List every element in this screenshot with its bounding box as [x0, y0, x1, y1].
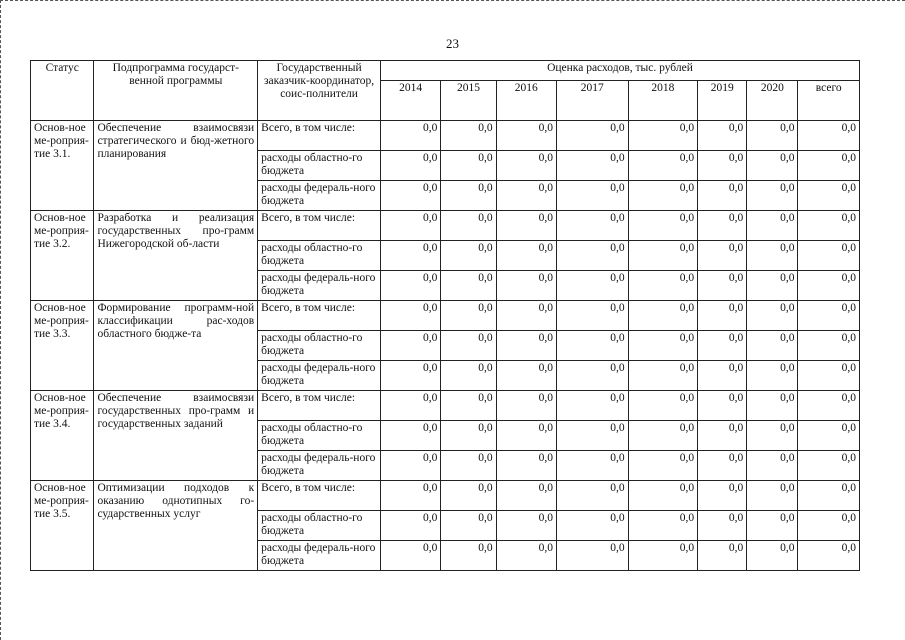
value-cell: 0,0: [698, 391, 747, 421]
funding-source-cell: Всего, в том числе:: [258, 121, 381, 151]
header-year: 2018: [628, 81, 698, 121]
value-cell: 0,0: [441, 541, 496, 571]
header-customer: Государственный заказчик-координатор, соис-полнители: [258, 61, 381, 121]
value-cell: 0,0: [747, 361, 798, 391]
value-cell: 0,0: [441, 481, 496, 511]
header-year: 2017: [556, 81, 628, 121]
status-cell: Основ-ное ме-роприя-тие 3.4.: [31, 391, 94, 481]
header-year: 2020: [747, 81, 798, 121]
funding-source-cell: расходы федераль-ного бюджета: [258, 361, 381, 391]
value-cell: 0,0: [628, 271, 698, 301]
value-cell: 0,0: [798, 331, 860, 361]
status-cell: Основ-ное ме-роприя-тие 3.5.: [31, 481, 94, 571]
table-row: [31, 211, 860, 241]
value-cell: 0,0: [628, 481, 698, 511]
header-year: 2019: [698, 81, 747, 121]
left-dashed-border: [0, 0, 3, 640]
value-cell: 0,0: [747, 511, 798, 541]
value-cell: 0,0: [698, 541, 747, 571]
value-cell: 0,0: [747, 181, 798, 211]
subprogram-cell: Разработка и реализация государственных про-грамм Нижегородской об-ласти: [94, 211, 258, 301]
value-cell: 0,0: [798, 451, 860, 481]
value-cell: 0,0: [628, 331, 698, 361]
value-cell: 0,0: [556, 391, 628, 421]
value-cell: 0,0: [698, 241, 747, 271]
value-cell: 0,0: [441, 301, 496, 331]
value-cell: 0,0: [380, 391, 440, 421]
value-cell: 0,0: [556, 541, 628, 571]
header-status: Статус: [31, 61, 94, 121]
funding-source-cell: Всего, в том числе:: [258, 211, 381, 241]
value-cell: 0,0: [798, 391, 860, 421]
value-cell: 0,0: [628, 181, 698, 211]
value-cell: 0,0: [556, 121, 628, 151]
funding-source-cell: расходы областно-го бюджета: [258, 331, 381, 361]
funding-source-cell: расходы федераль-ного бюджета: [258, 181, 381, 211]
header-year: 2014: [380, 81, 440, 121]
value-cell: 0,0: [556, 181, 628, 211]
value-cell: 0,0: [798, 481, 860, 511]
value-cell: 0,0: [798, 241, 860, 271]
value-cell: 0,0: [747, 331, 798, 361]
top-dashed-border: [0, 0, 905, 3]
status-cell: Основ-ное ме-роприя-тие 3.1.: [31, 121, 94, 211]
value-cell: 0,0: [798, 361, 860, 391]
value-cell: 0,0: [798, 421, 860, 451]
header-year: 2015: [441, 81, 496, 121]
value-cell: 0,0: [556, 331, 628, 361]
header-expenses: Оценка расходов, тыс. рублей: [380, 61, 859, 81]
value-cell: 0,0: [496, 121, 556, 151]
value-cell: 0,0: [798, 511, 860, 541]
value-cell: 0,0: [798, 211, 860, 241]
value-cell: 0,0: [556, 211, 628, 241]
value-cell: 0,0: [698, 451, 747, 481]
value-cell: 0,0: [380, 181, 440, 211]
value-cell: 0,0: [628, 451, 698, 481]
value-cell: 0,0: [441, 391, 496, 421]
funding-source-cell: расходы областно-го бюджета: [258, 511, 381, 541]
value-cell: 0,0: [698, 301, 747, 331]
value-cell: 0,0: [747, 121, 798, 151]
value-cell: 0,0: [628, 211, 698, 241]
value-cell: 0,0: [380, 481, 440, 511]
value-cell: 0,0: [556, 481, 628, 511]
value-cell: 0,0: [747, 391, 798, 421]
value-cell: 0,0: [556, 421, 628, 451]
value-cell: 0,0: [496, 181, 556, 211]
header-subprogram: Подпрограмма государст-венной программы: [94, 61, 258, 121]
value-cell: 0,0: [496, 331, 556, 361]
table-header: [31, 61, 860, 121]
value-cell: 0,0: [441, 331, 496, 361]
funding-source-cell: Всего, в том числе:: [258, 391, 381, 421]
value-cell: 0,0: [496, 151, 556, 181]
funding-source-cell: Всего, в том числе:: [258, 301, 381, 331]
value-cell: 0,0: [496, 391, 556, 421]
value-cell: 0,0: [798, 541, 860, 571]
status-cell: Основ-ное ме-роприя-тие 3.2.: [31, 211, 94, 301]
value-cell: 0,0: [441, 121, 496, 151]
value-cell: 0,0: [747, 241, 798, 271]
header-year: всего: [798, 81, 860, 121]
value-cell: 0,0: [556, 301, 628, 331]
value-cell: 0,0: [380, 361, 440, 391]
funding-source-cell: расходы федераль-ного бюджета: [258, 451, 381, 481]
value-cell: 0,0: [556, 511, 628, 541]
value-cell: 0,0: [698, 511, 747, 541]
value-cell: 0,0: [441, 181, 496, 211]
value-cell: 0,0: [698, 181, 747, 211]
value-cell: 0,0: [698, 331, 747, 361]
value-cell: 0,0: [380, 301, 440, 331]
value-cell: 0,0: [698, 151, 747, 181]
value-cell: 0,0: [496, 361, 556, 391]
value-cell: 0,0: [698, 271, 747, 301]
value-cell: 0,0: [698, 361, 747, 391]
funding-source-cell: расходы областно-го бюджета: [258, 151, 381, 181]
value-cell: 0,0: [380, 271, 440, 301]
table-row: [31, 391, 860, 421]
value-cell: 0,0: [380, 121, 440, 151]
funding-source-cell: расходы федераль-ного бюджета: [258, 271, 381, 301]
value-cell: 0,0: [496, 511, 556, 541]
value-cell: 0,0: [496, 421, 556, 451]
status-cell: Основ-ное ме-роприя-тие 3.3.: [31, 301, 94, 391]
value-cell: 0,0: [496, 271, 556, 301]
value-cell: 0,0: [628, 421, 698, 451]
funding-source-cell: расходы областно-го бюджета: [258, 241, 381, 271]
value-cell: 0,0: [798, 151, 860, 181]
table-body: [31, 121, 860, 571]
header-year: 2016: [496, 81, 556, 121]
value-cell: 0,0: [441, 421, 496, 451]
value-cell: 0,0: [698, 421, 747, 451]
value-cell: 0,0: [628, 121, 698, 151]
value-cell: 0,0: [628, 151, 698, 181]
value-cell: 0,0: [441, 271, 496, 301]
value-cell: 0,0: [441, 151, 496, 181]
subprogram-cell: Обеспечение взаимосвязи государственных про-грамм и государственных заданий: [94, 391, 258, 481]
value-cell: 0,0: [441, 451, 496, 481]
value-cell: 0,0: [747, 151, 798, 181]
funding-source-cell: Всего, в том числе:: [258, 481, 381, 511]
value-cell: 0,0: [556, 451, 628, 481]
value-cell: 0,0: [380, 511, 440, 541]
subprogram-cell: Оптимизации подходов к оказанию однотипных го-сударственных услуг: [94, 481, 258, 571]
value-cell: 0,0: [556, 361, 628, 391]
value-cell: 0,0: [628, 511, 698, 541]
value-cell: 0,0: [556, 271, 628, 301]
value-cell: 0,0: [698, 121, 747, 151]
value-cell: 0,0: [628, 391, 698, 421]
value-cell: 0,0: [798, 301, 860, 331]
value-cell: 0,0: [747, 541, 798, 571]
value-cell: 0,0: [380, 331, 440, 361]
value-cell: 0,0: [496, 481, 556, 511]
value-cell: 0,0: [496, 541, 556, 571]
value-cell: 0,0: [747, 421, 798, 451]
value-cell: 0,0: [441, 511, 496, 541]
value-cell: 0,0: [441, 211, 496, 241]
value-cell: 0,0: [380, 241, 440, 271]
value-cell: 0,0: [698, 211, 747, 241]
value-cell: 0,0: [698, 481, 747, 511]
value-cell: 0,0: [496, 211, 556, 241]
value-cell: 0,0: [556, 241, 628, 271]
value-cell: 0,0: [747, 211, 798, 241]
value-cell: 0,0: [441, 361, 496, 391]
value-cell: 0,0: [798, 121, 860, 151]
value-cell: 0,0: [628, 301, 698, 331]
value-cell: 0,0: [798, 181, 860, 211]
table-row: [31, 121, 860, 151]
value-cell: 0,0: [628, 541, 698, 571]
expenses-table: [30, 60, 860, 571]
page-number: 23: [446, 36, 459, 51]
funding-source-cell: расходы областно-го бюджета: [258, 421, 381, 451]
funding-source-cell: расходы федераль-ного бюджета: [258, 541, 381, 571]
value-cell: 0,0: [380, 151, 440, 181]
value-cell: 0,0: [380, 421, 440, 451]
value-cell: 0,0: [441, 241, 496, 271]
value-cell: 0,0: [798, 271, 860, 301]
value-cell: 0,0: [747, 271, 798, 301]
value-cell: 0,0: [747, 451, 798, 481]
subprogram-cell: Обеспечение взаимосвязи стратегического и бюд-жетного планирования: [94, 121, 258, 211]
value-cell: 0,0: [496, 451, 556, 481]
value-cell: 0,0: [380, 541, 440, 571]
value-cell: 0,0: [628, 241, 698, 271]
table-row: [31, 301, 860, 331]
value-cell: 0,0: [380, 451, 440, 481]
value-cell: 0,0: [496, 301, 556, 331]
value-cell: 0,0: [556, 151, 628, 181]
value-cell: 0,0: [380, 211, 440, 241]
value-cell: 0,0: [496, 241, 556, 271]
value-cell: 0,0: [628, 361, 698, 391]
subprogram-cell: Формирование программ-ной классификации рас-ходов областного бюдже-та: [94, 301, 258, 391]
value-cell: 0,0: [747, 481, 798, 511]
value-cell: 0,0: [747, 301, 798, 331]
table-row: [31, 481, 860, 511]
